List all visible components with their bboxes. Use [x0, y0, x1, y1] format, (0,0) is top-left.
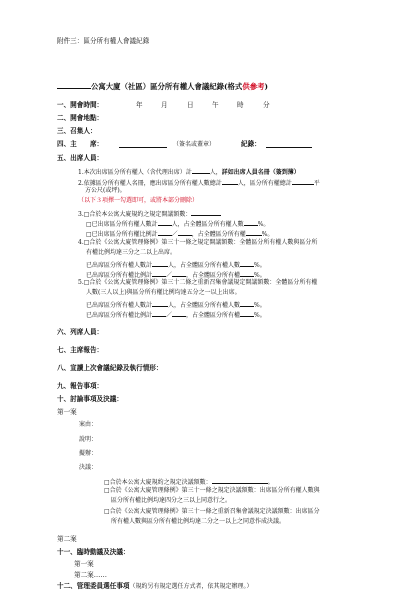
chair-report-label: 七、主席報告：	[57, 346, 104, 354]
area-unit: 方公尺(或坪)。	[85, 187, 126, 194]
q3-count-pct-blank[interactable]	[244, 219, 258, 226]
q4-count-blank[interactable]	[152, 260, 168, 267]
report-items-label: 九、報告事項：	[57, 382, 104, 390]
quorum-5-ratio-line: 已出席區分所有權比例計 ／ ，占全體區分所有權 %。	[86, 312, 266, 319]
q3-count-blank[interactable]	[158, 219, 172, 226]
q4-ratio-a[interactable]	[152, 270, 166, 277]
quorum-option-art31: 4.□合於《公寓大廈管理條例》第三十一條之規定開議額數：全體區分所有權人數與區分所	[78, 239, 318, 246]
resolution-option-bylaws: □合於本公寓大廈規約之規定決議額數： 。	[104, 479, 274, 486]
q5-ratio-a[interactable]	[152, 310, 166, 317]
attendee-count-blank[interactable]	[192, 167, 210, 174]
discussion-label: 十、討論事項及決議：	[57, 395, 123, 403]
q4-count-pct-blank[interactable]	[240, 260, 254, 267]
q3-ratio-a[interactable]	[158, 229, 172, 236]
title-highlight: 供參考	[242, 82, 265, 91]
area-total-blank[interactable]	[292, 178, 314, 185]
observers-label: 六、列席人員：	[57, 328, 104, 336]
extempore-case-2: 第二案……	[74, 571, 107, 579]
extempore-label: 十一、臨時動議及決議：	[57, 548, 130, 556]
case-proposal: 擬辦：	[79, 450, 98, 457]
q3-ratio-pct[interactable]	[246, 229, 262, 236]
q4-ratio-b[interactable]	[172, 270, 186, 277]
community-name-blank[interactable]	[57, 82, 91, 89]
extempore-case-1: 第一案	[74, 560, 94, 568]
hour-label: 時	[237, 101, 244, 109]
q5-count-pct-blank[interactable]	[240, 300, 254, 307]
chairman-label: 四、主 席：	[57, 140, 104, 148]
resolution-option-reconvene: □合於《公寓大廈管理條例》第三十一條之重新召集會議規定決議額數：出席區分	[104, 508, 320, 515]
committee-election-line: 十二、管理委員選任事項（規約另有規定選任方式者，依其規定辦理。）	[57, 582, 253, 590]
attachment-label: 附件三：區分所有權人會議紀錄	[57, 37, 150, 45]
case-subject: 案由：	[79, 421, 98, 428]
recorder-blank[interactable]	[266, 141, 312, 148]
owner-total-blank[interactable]	[222, 178, 238, 185]
bylaws-resolution-blank[interactable]	[212, 477, 268, 484]
attendees-label: 五、出席人員：	[57, 154, 104, 162]
month-label: 月	[161, 101, 168, 109]
meeting-time-label: 一、開會時間：	[57, 101, 104, 109]
recorder-label: 紀錄：	[241, 140, 261, 148]
quorum-option-bylaws: 3.□合於本公寓大廈規約之規定開議額數：	[78, 209, 221, 218]
day-label: 日	[187, 101, 194, 109]
bylaws-quorum-blank[interactable]	[191, 209, 221, 216]
quorum-4-count-line: 已出席區分所有權人數計 人，占全體區分所有權人數 %。	[86, 262, 266, 269]
quorum-option-art32: 5.□合於《公寓大廈管理條例》第三十二條之重新召集會議規定開議額數：全體區分所有權	[78, 279, 318, 286]
attendance-count-line: 1.本次出席區分所有權人（含代理出席）計 人，詳如出席人員名冊（簽到簿）	[78, 169, 300, 176]
quorum-3-count-line: □已出席區分所有權人數計 人，占全體區分所有權人數 %。	[86, 221, 270, 228]
q5-ratio-b[interactable]	[172, 310, 186, 317]
quorum-3-ratio-line: □已出席區分所有權比例計 ／ ，占全體區分所有權 %。	[86, 231, 274, 238]
q5-count-blank[interactable]	[152, 300, 168, 307]
q4-ratio-pct[interactable]	[240, 270, 254, 277]
signature-note: （簽名或蓋章）	[173, 141, 216, 148]
year-label: 年	[136, 101, 143, 109]
art31-resolution-condition: 區分所有權比例均達四分之三以上同意行之。	[111, 497, 232, 504]
title-text: 公寓大廈（社區）區分所有權人會議紀錄(格式	[91, 82, 243, 91]
case-resolution: 決議：	[79, 464, 98, 471]
meeting-location-label: 二、開會地點：	[57, 114, 104, 122]
reconvene-resolution-condition: 所有權人數與區分所有權比例均達二分之一以上之同意作成決議。	[111, 518, 286, 525]
resolution-option-art31: □合於《公寓大廈管理條例》第三十一條之規定決議額數：出席區分所有權人數與	[104, 487, 320, 494]
art32-condition: 人數(三人以上)與區分所有權比例均達五分之一以上出席。	[86, 289, 241, 296]
art31-condition: 有權比例均達三分之二以上出席。	[86, 249, 177, 256]
case-description: 說明：	[79, 436, 98, 443]
quorum-4-ratio-line: 已出席區分所有權比例計 ／ ，占全體區分所有權 %。	[86, 272, 266, 279]
document-title: 公寓大廈（社區）區分所有權人會議紀錄(格式供參考)	[57, 82, 268, 90]
owner-total-line: 2.依據區分所有權人名冊，應出席區分所有權人數總計 人，區分所有權總計 平	[78, 180, 320, 187]
previous-minutes-label: 八、宣讀上次會議紀錄及執行情形：	[57, 364, 163, 372]
q5-ratio-pct[interactable]	[240, 310, 254, 317]
minute-label: 分	[263, 101, 270, 109]
quorum-5-count-line: 已出席區分所有權人數計 人，占全體區分所有權人數 %。	[86, 302, 266, 309]
convener-label: 三、召集人：	[57, 127, 97, 135]
case-2-label: 第二案	[57, 535, 77, 543]
selection-note: （以下３項擇一勾選即可，或將本部分刪除）	[78, 197, 199, 204]
q3-ratio-b[interactable]	[178, 229, 192, 236]
noon-label: 午	[212, 101, 219, 109]
case-1-label: 第一案	[57, 408, 77, 416]
chairman-signature-blank[interactable]	[119, 141, 167, 148]
